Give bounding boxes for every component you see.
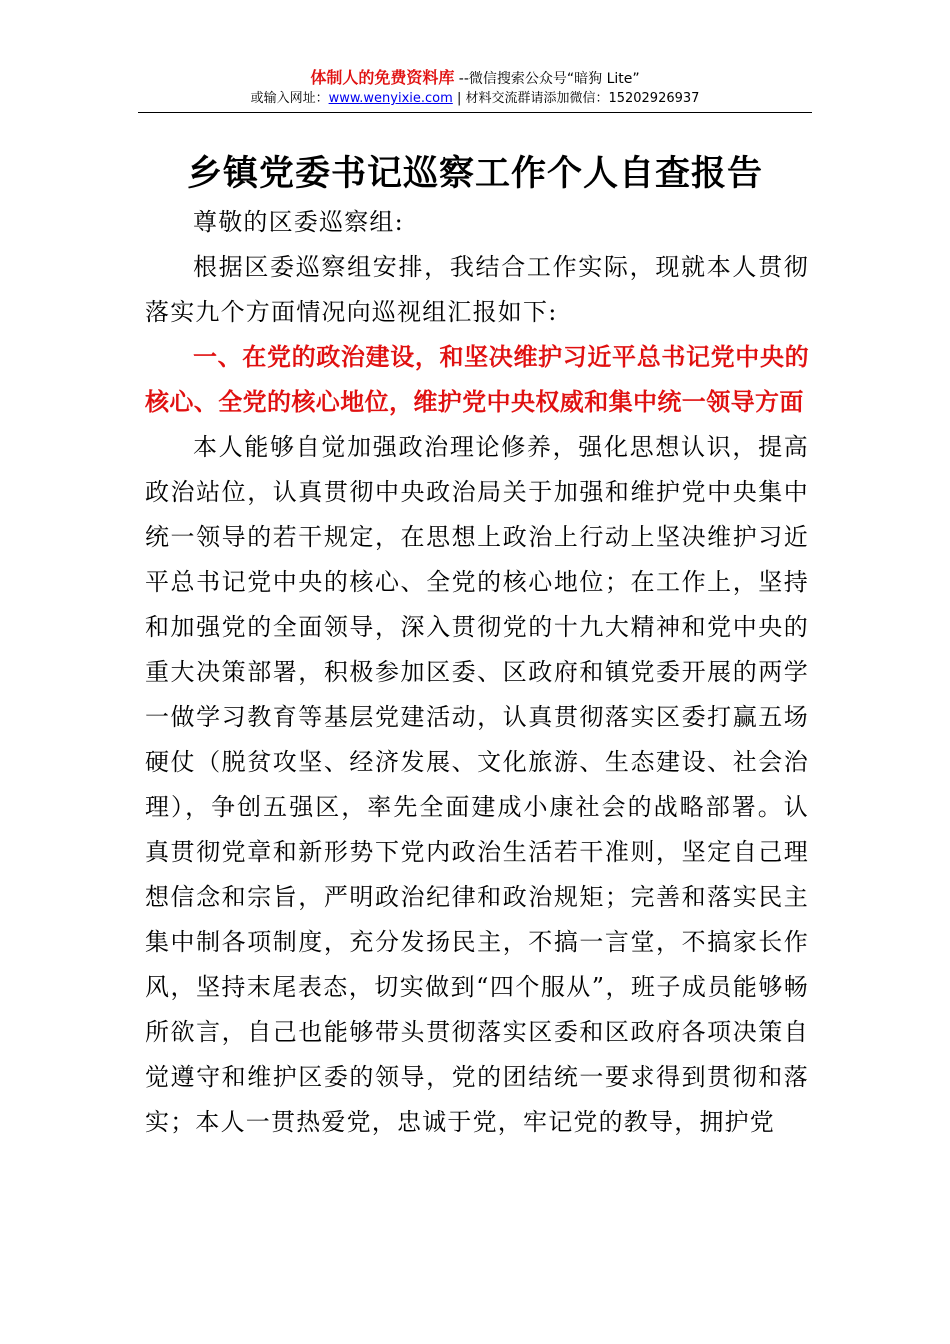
header-divider (138, 112, 812, 113)
header-contact: | 材料交流群请添加微信：15202926937 (456, 91, 700, 106)
document-body (145, 200, 809, 1145)
page-header (0, 68, 950, 108)
header-site-link[interactable]: www.wenyixie.com (328, 91, 453, 106)
header-site-prefix: 或输入网址： (250, 91, 329, 106)
header-tagline: --微信搜索公众号“暗狗 Lite” (458, 71, 640, 87)
header-brand: 体制人的免费资料库 (310, 68, 455, 87)
intro-paragraph: 根据区委巡察组安排，我结合工作实际，现就本人贯彻落实九个方面情况向巡视组汇报如下: (145, 253, 809, 326)
section-heading: 一、在党的政治建设，和坚决维护习近平总书记党中央的核心、全党的核心地位，维护党中央权威和集中统一领导方面 (145, 343, 809, 416)
document-title: 乡镇党委书记巡察工作个人自查报告 (186, 153, 763, 194)
header-bottom-line (0, 90, 950, 108)
salutation: 尊敬的区委巡察组: (193, 208, 404, 236)
header-top-line (0, 68, 950, 89)
body-paragraph: 本人能够自觉加强政治理论修养，强化思想认识，提高政治站位，认真贯彻中央政治局关于加强和维护党中央集中统一领导的若干规定，在思想上政治上行动上坚决维护习近平总书记党中央的核心、全党的核心地位；在工作上，坚持和加强党的全面领导，深入贯彻党的十九大精神和党中央的重大决策部署，积极参加区委、区政府和镇党委开展的两学一做学习教育等基层党建活动，认真贯彻落实区委打赢五场硬仗（脱贫攻坚、经济发展、文化旅游、生态建设、社会治理），争创五强区，率先全面建成小康社会的战略部署。认真贯彻党章和新形势下党内政治生活若干准则，坚定自己理想信念和宗旨，严明政治纪律和政治规矩；完善和落实民主集中制各项制度，充分发扬民主，不搞一言堂，不搞家长作风，坚持末尾表态，切实做到“四个服从”，班子成员能够畅所欲言，自己也能够带头贯彻落实区委和区政府各项决策自觉遵守和维护区委的领导，党的团结统一要求得到贯彻和落实；本人一贯热爱党，忠诚于党，牢记党的教导，拥护党 (145, 433, 809, 1136)
